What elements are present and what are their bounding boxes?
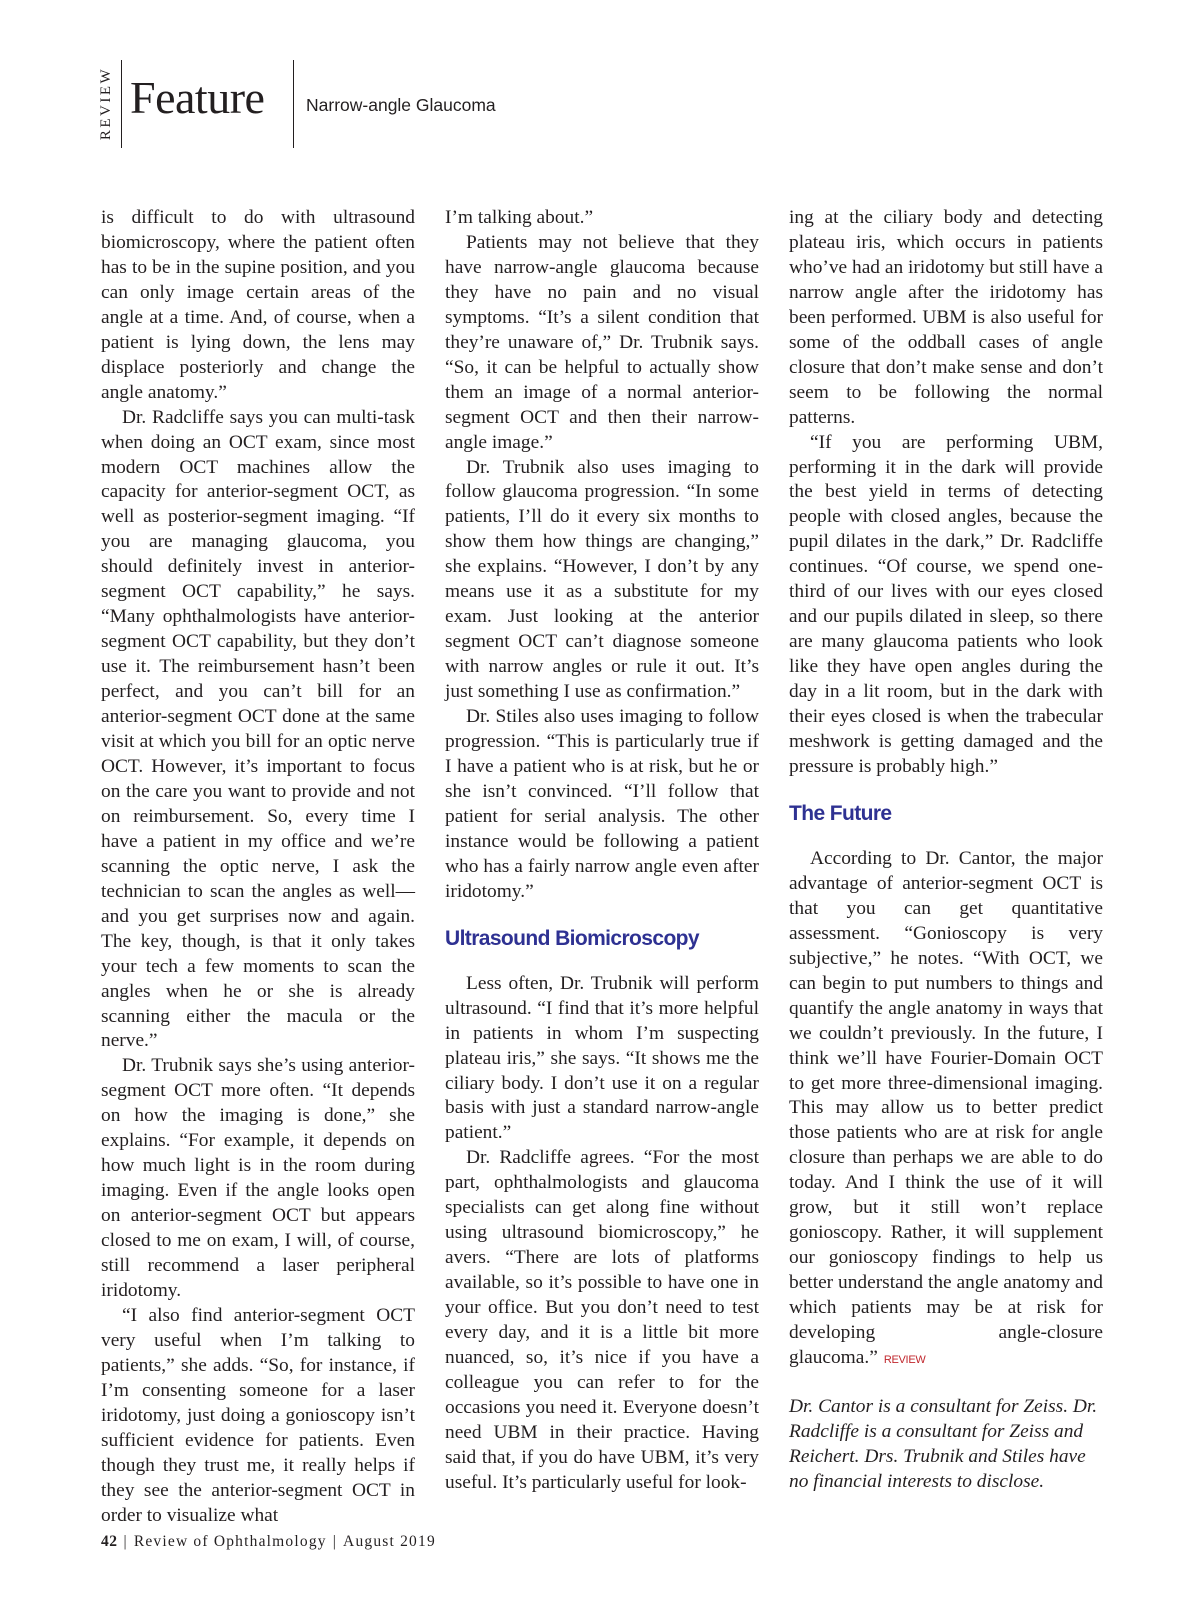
paragraph: Dr. Trubnik also uses imaging to follow glaucoma progression. “In some patients, I’ll do it every six months to show them how things are changing,” she explains. “However, I don’t by any means use it as a substitute for my exam. Just looking at the anterior segment OCT can’t diagnose someone with narrow angles or rule it out. It’s just something I use as confirmation.” [445, 456, 759, 703]
paragraph: Less often, Dr. Trubnik will perform ultrasound. “I find that it’s more helpful in patients in whom I’m suspecting plateau iris,” she says. “It shows me the ciliary body. I don’t use it on a regular basis with just a standard narrow-angle patient.” [445, 972, 759, 1144]
paragraph: Dr. Radcliffe says you can multi-task when doing an OCT exam, since most modern OCT machines allow the capacity for anterior-segment OCT, as well as posterior-segment imaging. “If you are managing glaucoma, you should definitely invest in anterior-segment OCT capability,” he says. “Many ophthalmologists have anterior-segment OCT capability, but they don’t use it. The reimbursement hasn’t been perfect, and you can’t bill for an anterior-segment OCT done at the same visit at which you bill for an optic nerve OCT. However, it’s important to focus on the care you want to provide and not on reimbursement. So, every time I have a patient in my office and we’re scanning the optic nerve, I ask the technician to scan the angles as well—and you get surprises now and again. The key, though, is that it only takes your tech a few moments to scan the angles when he or she is already scanning either the macula or the nerve.” [101, 406, 415, 1052]
paragraph: Dr. Trubnik says she’s using anterior-segment OCT more often. “It depends on how the imaging is done,” she explains. “For example, it depends on how much light is in the room during imaging. Even if the angle looks open on anterior-segment OCT but appears closed to me on exam, I will, of course, still recommend a laser peripheral iridotomy. [101, 1055, 415, 1301]
paragraph: is difficult to do with ultrasound biomicroscopy, where the patient often has to be in the supine position, and you can only image certain areas of the angle at a time. And, of course, when a patient is lying down, the lens may displace posteriorly and change the angle anatomy.” [101, 207, 415, 403]
vertical-review-label [96, 58, 118, 148]
footer-separator: | [332, 1533, 338, 1550]
paragraph: ing at the ciliary body and detecting plateau iris, which occurs in patients who’ve had an iridotomy but still have a narrow angle after the iridotomy has been performed. UBM is also useful for some of the oddball cases of angle closure that don’t make sense and don’t seem to be following the normal patterns. [789, 207, 1103, 428]
closing-paragraph-text: According to Dr. Cantor, the major advantage of anterior-segment OCT is that you can get quantitative assessment. “Gonioscopy is very subjective,” he notes. “With OCT, we can begin to put numbers to things and quantify the angle anatomy in ways that we couldn’t previously. In the future, I think we’ll have Fourier-Domain OCT to get more three-dimensional imaging. This may allow us to better predict those patients who are at risk for angle closure than perhaps we are able to do today. And I think the use of it will grow, but it still won’t replace gonioscopy. Rather, it will supplement our gonioscopy findings to help us better understand the angle anatomy and which patients may be at risk for developing angle-closure glaucoma.” [789, 847, 1103, 1368]
closing-paragraph [789, 847, 1103, 1373]
paragraph: I’m talking about.” [445, 207, 594, 228]
paragraph: Patients may not believe that they have narrow-angle glaucoma because they have no pain and no visual symptoms. “It’s a silent condition that they’re unaware of,” Dr. Trubnik says. “So, it can be helpful to actually show them an image of a normal anterior-segment OCT and then their narrow-angle image.” [445, 231, 759, 453]
section-name: Narrow-angle Glaucoma [306, 95, 496, 115]
feature-title: Feature [130, 72, 265, 123]
page-header [96, 58, 796, 148]
publication-name: Review of Ophthalmology [133, 1533, 327, 1550]
page-footer [101, 1533, 436, 1551]
subheading-the-future: The Future [789, 801, 892, 825]
header-divider-right [293, 60, 294, 148]
vertical-review-text: REVIEW [98, 66, 115, 140]
subheading-ultrasound-biomicroscopy: Ultrasound Biomicroscopy [445, 926, 699, 950]
paragraph: “If you are performing UBM, performing it in the dark will provide the best yield in terms of detecting people with closed angles, because the pupil dilates in the dark,” Dr. Radcliffe continues. “Of course, we spend one-third of our lives with our eyes closed and our pupils dilated in sleep, so there are many glaucoma patients who look like they have open angles during the day in a lit room, but in the dark with their eyes closed is when the trabecular meshwork is getting damaged and the pressure is probably high.” [789, 431, 1103, 777]
financial-disclosure: Dr. Cantor is a consultant for Zeiss. Dr. Radcliffe is a consultant for Zeiss and Reichert. Drs. Trubnik and Stiles have no financial interests to disclose. [789, 1395, 1098, 1492]
paragraph: Dr. Stiles also uses imaging to follow progression. “This is particularly true if I have a patient who is at risk, but he or she isn’t convinced. “I’ll follow that patient for serial analysis. The other instance would be following a patient who has a fairly narrow angle even after iridotomy.” [445, 706, 759, 902]
article-column-2 [445, 206, 759, 1496]
end-mark-logo: REVIEW [883, 1353, 926, 1366]
paragraph: “I also find anterior-segment OCT very useful when I’m talking to patients,” she adds. “So, for instance, if I’m consenting someone for a laser iridotomy, just doing a gonioscopy isn’t sufficient evidence for patients. Even though they trust me, it really helps if they see the anterior-segment OCT in order to visualize what [101, 1304, 415, 1526]
footer-separator: | [123, 1533, 128, 1550]
issue-date: August 2019 [343, 1533, 436, 1550]
paragraph: Dr. Radcliffe agrees. “For the most part, ophthalmologists and glaucoma specialists can get along fine without using ultrasound biomicroscopy,” he avers. “There are lots of platforms available, so it’s possible to have one in your office. But you don’t need to test every day, and it is a little bit more nuanced, so, it’s nice if you have a colleague you can refer to for the occasions you need it. Everyone doesn’t need UBM in their practice. Having said that, if you do have UBM, it’s very useful. It’s particularly useful for look- [445, 1147, 759, 1493]
article-column-1 [101, 206, 415, 1529]
header-divider-left [121, 60, 122, 148]
article-column-3 [789, 206, 1103, 1495]
page-number: 42 [101, 1533, 118, 1550]
